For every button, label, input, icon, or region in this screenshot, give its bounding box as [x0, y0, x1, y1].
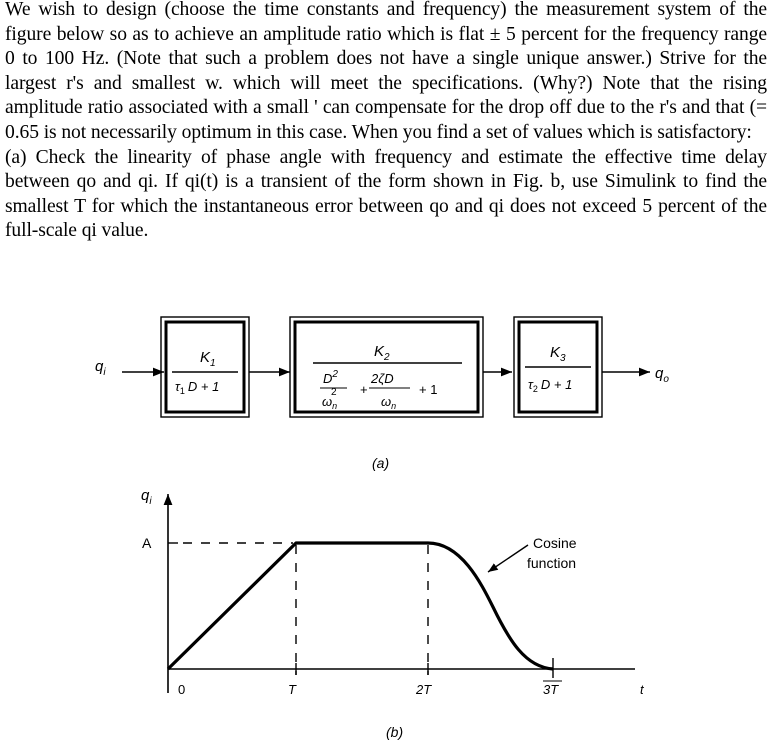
tick-2T: 2T	[416, 682, 432, 697]
block2-term1-denominator: $\omega_n$	[322, 394, 338, 411]
block-k1	[161, 317, 249, 417]
amplitude-label: A	[142, 535, 152, 551]
x-axis-label: t	[640, 682, 644, 697]
block-k2	[290, 317, 483, 417]
caption-a: (a)	[372, 455, 390, 471]
block2-plus: +	[360, 382, 368, 397]
annotation-line-1: Cosine	[533, 535, 577, 551]
block3-denominator: $\tau_2$ D + 1	[528, 377, 573, 394]
problem-intro: We wish to design (choose the time constants and frequency) the measurement system of the figure below so as to achieve an amplitude ratio which is flat ± 5 percent for the frequency range 0 to 100 Hz. (Note that such a problem does not have a single unique answer.) Strive for the largest r's and smallest w. which will meet the specifications. (Why?) Note that the rising amplitude ratio associated with a small ' can compensate for the drop off due to the r's and that (= 0.65 is not necessarily optimum in this case. When you find a set of values which is satisfactory:	[5, 0, 767, 143]
input-transient-curve	[168, 543, 553, 669]
output-signal-label: $q_o$	[655, 365, 669, 385]
block3-numerator: $K_3$	[550, 344, 566, 364]
annotation-arrow	[488, 545, 528, 572]
input-signal-label: $q_i$	[95, 358, 106, 378]
block2-term1-numerator: $D^2$	[323, 369, 338, 386]
problem-part-a: (a) Check the linearity of phase angle with frequency and estimate the effective time delay between qo and qi. If qi(t) is a transient of the form shown in Fig. b, use Simulink to find the smallest T for which the instantaneous error between qo and qi does not exceed 5 percent of the full-scale qi value.	[5, 146, 767, 242]
block2-constant: + 1	[419, 382, 438, 397]
tick-3T: 3T	[543, 682, 559, 697]
block-diagram	[95, 317, 669, 471]
transient-plot	[141, 487, 645, 740]
block2-term2-numerator: 2ζD	[371, 371, 394, 386]
block2-term1-exponent: 2	[331, 387, 337, 398]
tick-T: T	[288, 682, 296, 697]
annotation-line-2: function	[527, 555, 577, 571]
caption-b: (b)	[386, 724, 404, 740]
block1-denominator: $\tau_1$ D + 1	[175, 379, 220, 396]
block1-numerator: $K_1$	[200, 349, 216, 369]
y-axis-label: $q_i$	[141, 487, 152, 507]
block-k3	[514, 317, 602, 417]
tick-0: 0	[178, 682, 186, 697]
block2-term2-denominator: $\omega_n$	[381, 394, 397, 411]
block2-numerator: $K_2$	[374, 343, 390, 363]
